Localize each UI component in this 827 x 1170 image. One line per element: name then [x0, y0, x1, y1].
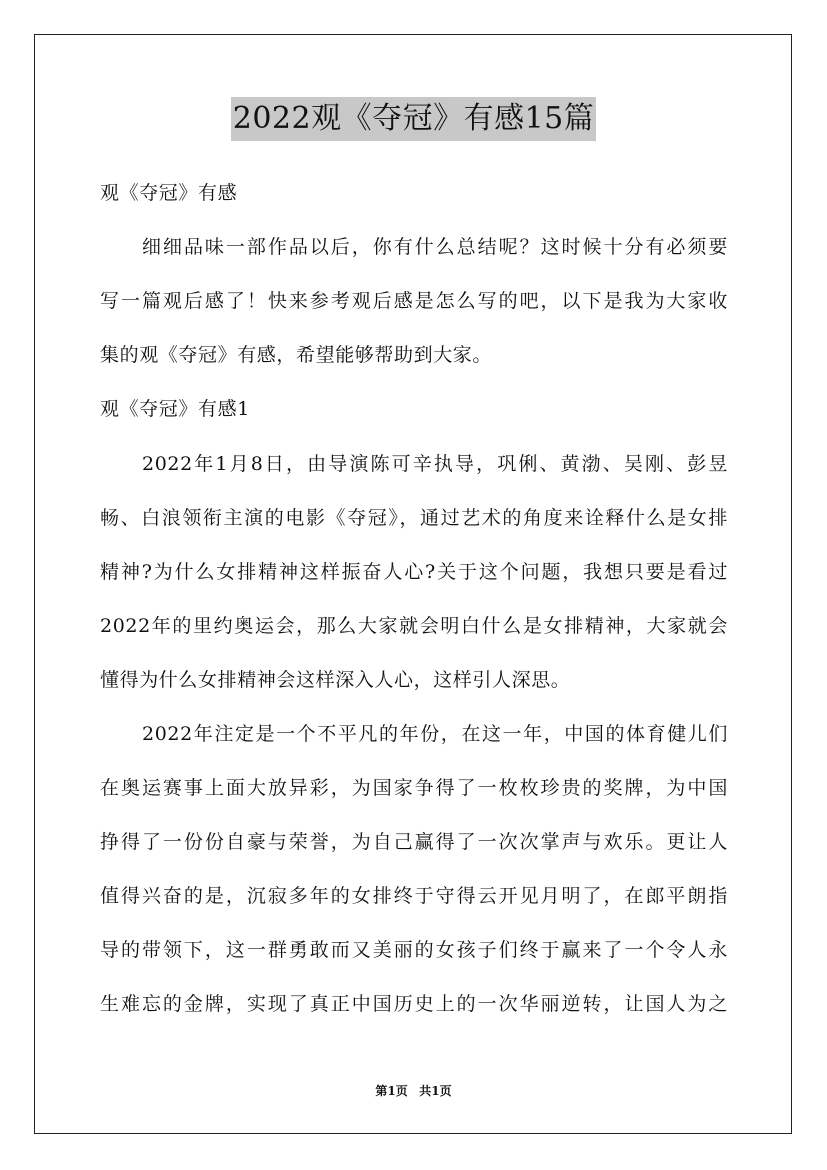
paragraph-line: 值得兴奋的是，沉寂多年的女排终于守得云开见月明了，在郎平朗指 [100, 885, 728, 907]
section-heading: 观《夺冠》有感1 [100, 398, 250, 420]
paragraph-line: 懂得为什么女排精神会这样深入人心，这样引人深思。 [100, 669, 571, 691]
paragraph-line: 畅、白浪领衔主演的电影《夺冠》，通过艺术的角度来诠释什么是女排 [100, 507, 728, 529]
paragraph-line: 精神?为什么女排精神这样振奋人心?关于这个问题，我想只要是看过 [100, 561, 728, 583]
paragraph-line: 生难忘的金牌，实现了真正中国历史上的一次华丽逆转，让国人为之 [100, 993, 728, 1015]
paragraph-line: 2022年注定是一个不平凡的年份，在这一年，中国的体育健儿们 [142, 723, 728, 745]
paragraph-line: 2022年1月8日，由导演陈可辛执导，巩俐、黄渤、吴刚、彭昱 [142, 453, 728, 475]
paragraph-line: 挣得了一份份自豪与荣誉，为自己赢得了一次次掌声与欢乐。更让人 [100, 831, 728, 853]
paragraph-line: 导的带领下，这一群勇敢而又美丽的女孩子们终于赢来了一个令人永 [100, 939, 728, 961]
section-heading: 观《夺冠》有感 [100, 182, 238, 204]
paragraph-line: 2022年的里约奥运会，那么大家就会明白什么是女排精神，大家就会 [100, 615, 728, 637]
paragraph-line: 细细品味一部作品以后，你有什么总结呢？这时候十分有必须要 [142, 236, 728, 258]
page-total: 共1页 [419, 1084, 452, 1098]
paragraph-line: 在奥运赛事上面大放异彩，为国家争得了一枚枚珍贵的奖牌，为中国 [100, 777, 728, 799]
document-title: 2022观《夺冠》有感15篇 [231, 97, 597, 141]
paragraph-line: 集的观《夺冠》有感，希望能够帮助到大家。 [100, 344, 493, 366]
page-footer [0, 1081, 827, 1101]
page-number: 第1页 [375, 1084, 408, 1098]
title-container [0, 97, 827, 141]
paragraph-line: 写一篇观后感了！快来参考观后感是怎么写的吧，以下是我为大家收 [100, 290, 728, 312]
